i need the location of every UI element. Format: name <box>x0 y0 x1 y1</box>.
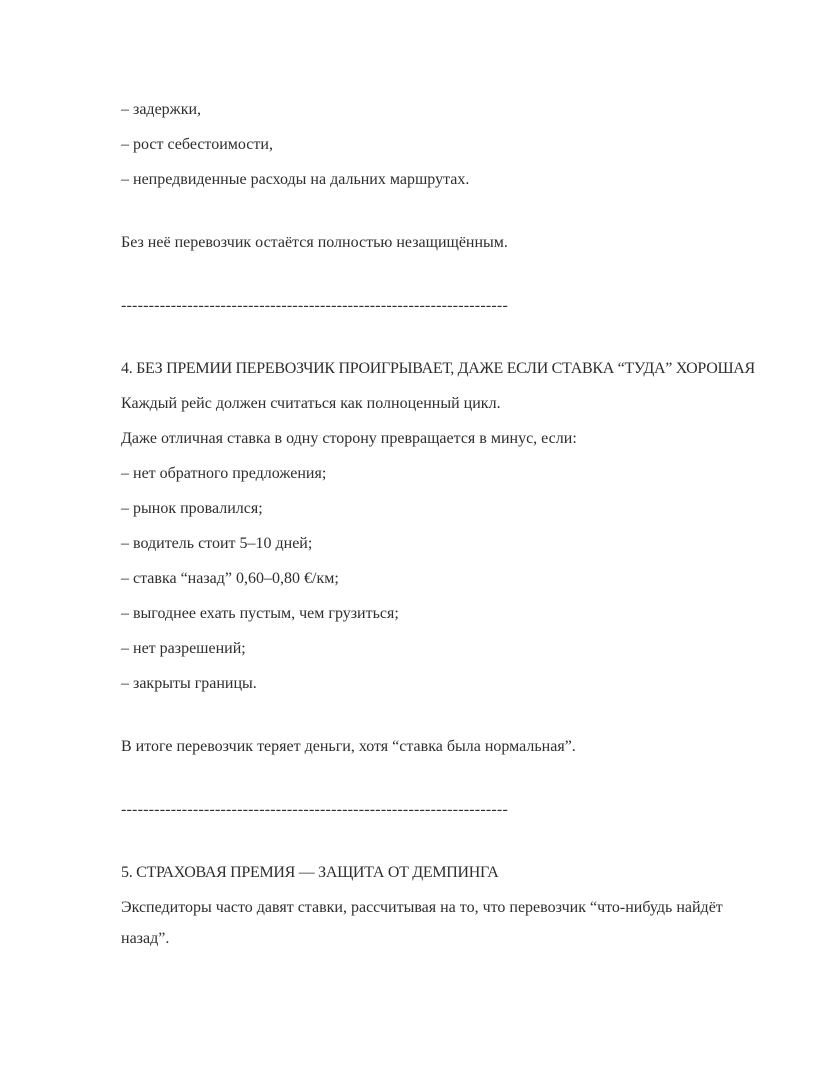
list-item: – ставка “назад” 0,60–0,80 €/км; <box>121 570 339 587</box>
section-separator: ---------------------------------------------------------------------- <box>121 297 508 314</box>
list-item: – водитель стоит 5–10 дней; <box>121 535 313 552</box>
list-item: – непредвиденные расходы на дальних маршрутах. <box>121 171 470 188</box>
section-heading-4: 4. БЕЗ ПРЕМИИ ПЕРЕВОЗЧИК ПРОИГРЫВАЕТ, ДАЖЕ ЕСЛИ СТАВКА “ТУДА” ХОРОШАЯ <box>121 360 755 377</box>
section-separator: ---------------------------------------------------------------------- <box>121 801 508 818</box>
paragraph: Экспедиторы часто давят ставки, рассчитывая на то, что перевозчик “что-нибудь найдёт назад”. <box>121 899 723 947</box>
paragraph: В итоге перевозчик теряет деньги, хотя “ставка была нормальная”. <box>121 738 576 755</box>
list-item: – нет обратного предложения; <box>121 465 327 482</box>
list-item: – выгоднее ехать пустым, чем грузиться; <box>121 605 399 622</box>
list-item: – задержки, <box>121 101 202 118</box>
document-content <box>121 94 755 954</box>
paragraph: Без неё перевозчик остаётся полностью незащищённым. <box>121 234 508 251</box>
list-item: – закрыты границы. <box>121 675 257 692</box>
paragraph: Даже отличная ставка в одну сторону превращается в минус, если: <box>121 430 577 447</box>
list-item: – нет разрешений; <box>121 640 246 657</box>
list-item: – рост себестоимости, <box>121 136 273 153</box>
paragraph: Каждый рейс должен считаться как полноценный цикл. <box>121 395 501 412</box>
section-heading-5: 5. СТРАХОВАЯ ПРЕМИЯ — ЗАЩИТА ОТ ДЕМПИНГА <box>121 864 499 881</box>
list-item: – рынок провалился; <box>121 500 263 517</box>
